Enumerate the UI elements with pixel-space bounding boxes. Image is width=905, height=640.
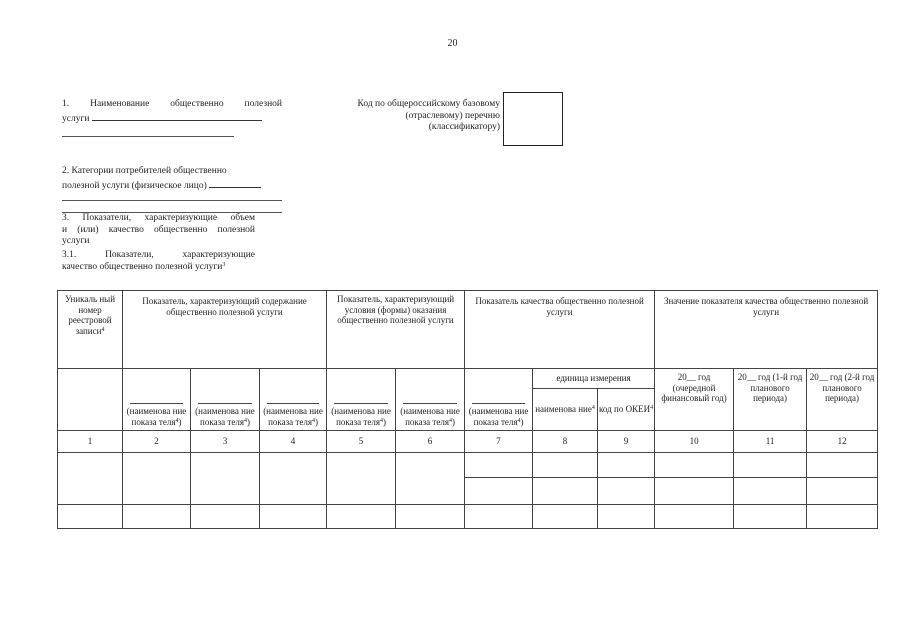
col-num-5: 5 (327, 431, 396, 453)
header-quality-value: Значение показателя качества общественно полезной услуги (655, 291, 878, 369)
header-unit: единица измерения (533, 369, 655, 389)
table-cell[interactable] (655, 478, 734, 505)
column-number-row (58, 431, 878, 453)
table-cell[interactable] (598, 478, 655, 505)
service-name-label (62, 99, 282, 111)
classifier-code-box[interactable] (503, 92, 563, 146)
table-cell[interactable] (260, 505, 327, 529)
service-name-line (62, 111, 282, 126)
table-cell[interactable] (655, 505, 734, 529)
service-name-block (62, 99, 282, 125)
table-cell[interactable] (598, 453, 655, 478)
header-unit-name: наименова ние$^4$ (533, 389, 598, 431)
table-cell[interactable] (396, 505, 465, 529)
header-content-indicator: Показатель, характеризующий содержание общественно полезной услуги (123, 291, 327, 369)
table-cell[interactable] (58, 505, 123, 529)
classifier-code-line3: (классификатору) (428, 122, 500, 132)
service-name-num: 1. (62, 99, 70, 109)
condition-indicator-1[interactable]: (наименова ние показа теля$^4$) (327, 369, 396, 431)
header-year-2: 20__ год (1-й год планового периода) (734, 369, 807, 431)
table-cell[interactable] (533, 505, 598, 529)
header-year-3: 20__ год (2-й год планового периода) (807, 369, 878, 431)
table-cell[interactable] (465, 505, 533, 529)
content-indicator-2[interactable]: (наименова ние показа теля$^4$) (191, 369, 260, 431)
table-row (58, 505, 878, 529)
col-num-8: 8 (533, 431, 598, 453)
consumer-category-line-a[interactable] (62, 200, 282, 201)
col-num-3: 3 (191, 431, 260, 453)
col-num-7: 7 (465, 431, 533, 453)
quality-indicators-table (57, 290, 878, 529)
classifier-code-line1: Код по общероссийскому базовому (357, 99, 500, 109)
header-quality-indicator: Показатель качества общественно полезной услуги (465, 291, 655, 369)
col-num-12: 12 (807, 431, 878, 453)
consumer-category-line2: полезной услуги (физическое лицо) (62, 178, 282, 193)
col-num-11: 11 (734, 431, 807, 453)
table-cell[interactable] (123, 505, 191, 529)
header-year-1: 20__ год (очередной финансовый год) (655, 369, 734, 431)
col-num-6: 6 (396, 431, 465, 453)
content-indicator-3[interactable]: (наименова ние показа теля$^4$) (260, 369, 327, 431)
indicators-block (62, 213, 255, 248)
quality-indicators-block (62, 250, 255, 273)
table-cell[interactable] (465, 478, 533, 505)
table-cell[interactable] (396, 453, 465, 505)
quality-indicators-line1: 3.1. Показатели, характеризующие (62, 250, 255, 260)
col-num-10: 10 (655, 431, 734, 453)
table-cell[interactable] (465, 453, 533, 478)
header-unit-code: код по ОКЕИ$^4$ (598, 389, 655, 431)
content-indicator-1[interactable]: (наименова ние показа теля$^4$) (123, 369, 191, 431)
table-cell[interactable] (260, 453, 327, 505)
service-name-field[interactable] (92, 111, 262, 121)
indicators-line3: услуги (62, 236, 90, 246)
indicators-line2: и (или) качество общественно полезной (62, 224, 255, 235)
classifier-code-label (305, 99, 500, 134)
table-cell[interactable] (598, 505, 655, 529)
condition-indicator-2[interactable]: (наименова ние показа теля$^4$) (396, 369, 465, 431)
page-number: 20 (447, 38, 458, 49)
table-cell[interactable] (191, 505, 260, 529)
consumer-category-field[interactable] (209, 178, 261, 188)
col-num-2: 2 (123, 431, 191, 453)
table-cell[interactable] (58, 453, 123, 505)
table-cell[interactable] (655, 453, 734, 478)
table-row (58, 453, 878, 478)
table-cell[interactable] (807, 505, 878, 529)
classifier-code-line2: (отраслевому) перечню (405, 110, 500, 121)
quality-indicator-name[interactable]: (наименова ние показа теля$^4$) (465, 369, 533, 431)
consumer-category-line1: 2. Категории потребителей общественно (62, 166, 227, 176)
table-cell[interactable] (734, 453, 807, 478)
header-registry-number: Уникаль ный номер реестровой записи$^4$ (58, 291, 123, 369)
col-num-4: 4 (260, 431, 327, 453)
table-cell[interactable] (327, 505, 396, 529)
table-cell[interactable] (734, 505, 807, 529)
table-cell[interactable] (327, 453, 396, 505)
table-cell[interactable] (123, 453, 191, 505)
col-num-1: 1 (58, 431, 123, 453)
col-num-9: 9 (598, 431, 655, 453)
table-cell[interactable] (191, 453, 260, 505)
indicators-line1: 3. Показатели, характеризующие объем (62, 213, 255, 223)
table-cell[interactable] (734, 478, 807, 505)
table-cell[interactable] (533, 478, 598, 505)
table-cell[interactable] (533, 453, 598, 478)
table-cell[interactable] (807, 478, 878, 505)
header-condition-indicator: Показатель, характеризующий условия (формы) оказания общественно полезной услуги (327, 291, 465, 369)
quality-indicators-line2: качество общественно полезной услуги$^3$ (62, 261, 226, 272)
service-name-cont: услуги (62, 113, 90, 124)
table-cell[interactable] (807, 453, 878, 478)
service-name-text: Наименование общественно полезной (90, 99, 282, 109)
consumer-category-block (62, 166, 282, 192)
service-name-field-line2[interactable] (62, 136, 234, 137)
footnote-ref: 3 (222, 261, 226, 268)
